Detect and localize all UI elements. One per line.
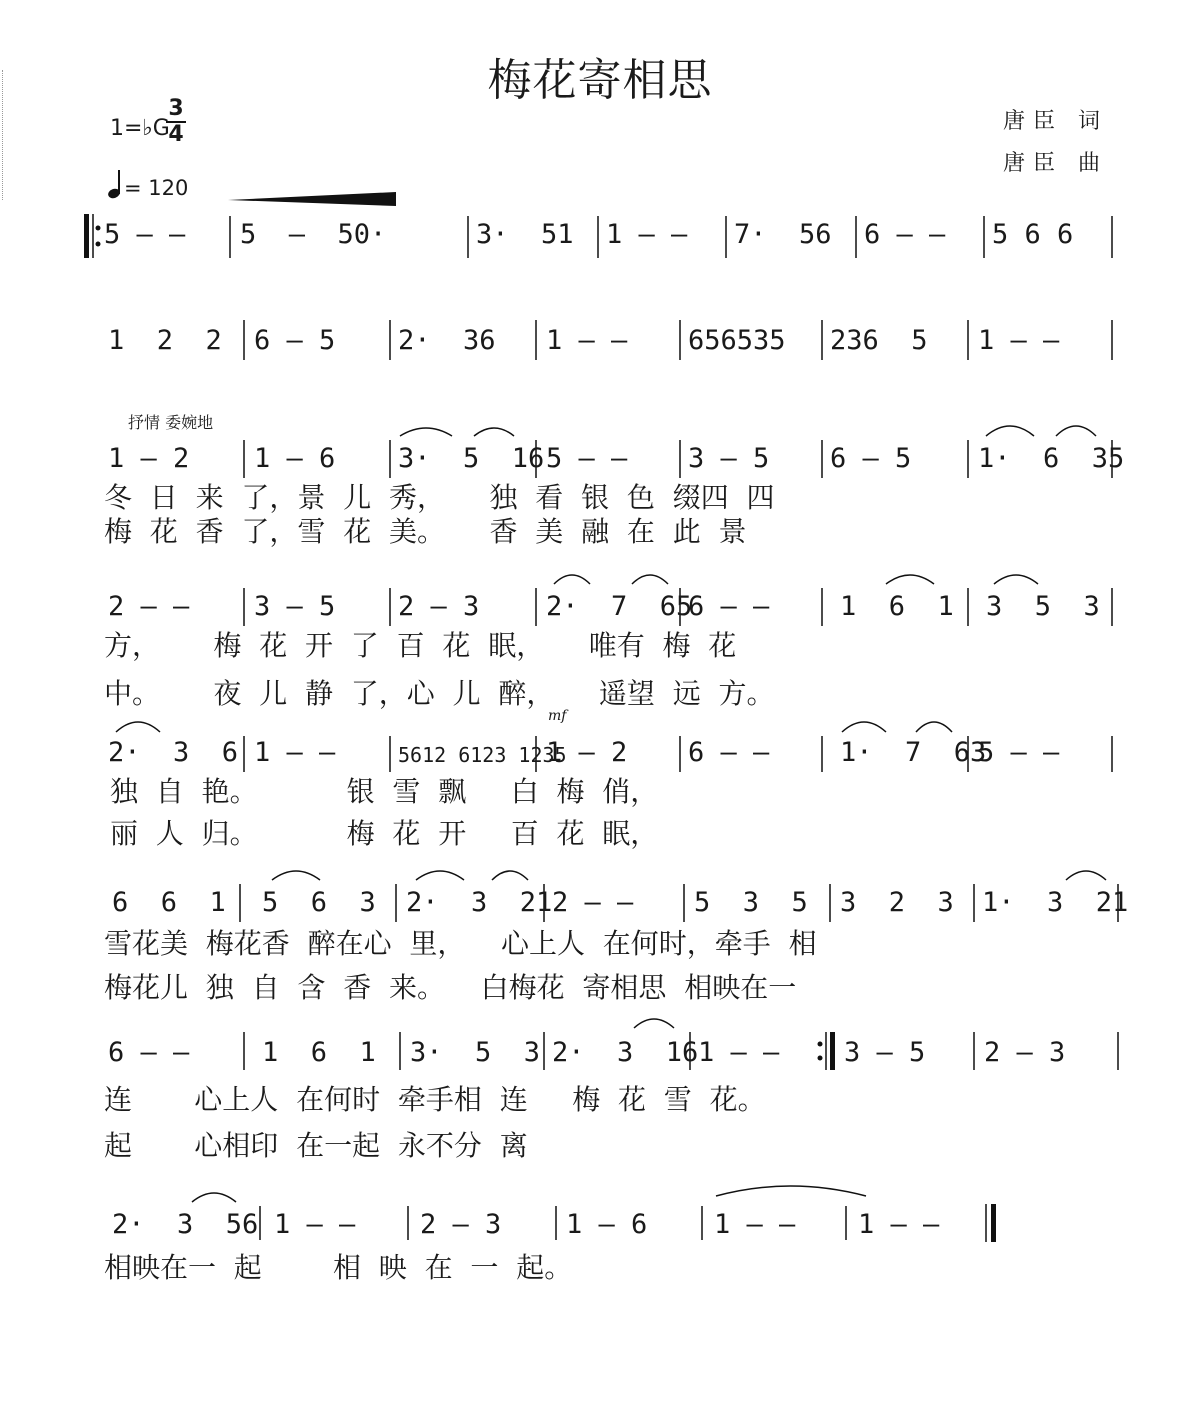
- measure-36: 6 6 1: [112, 887, 226, 918]
- measure-49: 2 — 3: [984, 1037, 1066, 1068]
- time-numerator: 3: [168, 96, 184, 121]
- measure-42: 1· 3 21: [982, 887, 1129, 918]
- row-8-barlines: [0, 0, 1, 1]
- measure-4: 1 — —: [606, 219, 688, 250]
- measure-53: 1 — 6: [566, 1209, 648, 1240]
- lyricist-credit: 唐臣 词: [1003, 109, 1108, 134]
- measure-14: 1 — —: [978, 325, 1060, 356]
- measure-34: 1· 7 63: [840, 737, 987, 768]
- measure-55: 1 — —: [858, 1209, 940, 1240]
- measure-13: 236 5: [830, 325, 928, 356]
- measure-39: 2 — —: [552, 887, 634, 918]
- lyrics-verse-1: 连 心上人 在何时 牵手相 连 梅 花 雪 花。: [104, 1083, 766, 1116]
- measure-26: 6 — —: [688, 591, 770, 622]
- measure-2: 5 — 50·: [240, 219, 387, 250]
- quarter-note-icon: [108, 170, 122, 200]
- measure-44: 1 6 1: [262, 1037, 376, 1068]
- measure-23: 3 — 5: [254, 591, 336, 622]
- lyrics-verse-1: 独 自 艳。 银 雪 飘 白 梅 俏，: [110, 775, 659, 808]
- measure-48: 3 — 5: [844, 1037, 926, 1068]
- song-title: 梅花寄相思: [487, 55, 713, 106]
- lyrics-verse-2: 梅花儿 独 自 含 香 来。 白梅花 寄相思 相映在一: [104, 971, 797, 1004]
- measure-24: 2 — 3: [398, 591, 480, 622]
- measure-35: 5 — —: [978, 737, 1060, 768]
- measure-5: 7· 56: [734, 219, 832, 250]
- decrescendo-wedge-icon: [228, 188, 398, 208]
- measure-6: 6 — —: [864, 219, 946, 250]
- measure-19: 3 — 5: [688, 443, 770, 474]
- measure-31: 5612 6123 1235: [398, 743, 567, 767]
- measure-17: 3· 5 16: [398, 443, 545, 474]
- measure-25: 2· 7 65: [546, 591, 693, 622]
- measure-50: 2· 3 56: [112, 1209, 259, 1240]
- measure-10: 2· 36: [398, 325, 496, 356]
- composer-credit: 唐臣 曲: [1003, 151, 1108, 176]
- measure-40: 5 3 5: [694, 887, 808, 918]
- lyrics-verse-2: 起 心相印 在一起 永不分 离: [104, 1129, 528, 1162]
- lyrics-verse-1: 相映在一 起 相 映 在 一 起。: [104, 1251, 573, 1284]
- measure-8: 1 2 2: [108, 325, 222, 356]
- lyrics-verse-1: 冬 日 来 了，景 儿 秀， 独 看 银 色 缀四 四: [104, 481, 775, 514]
- time-denominator: 4: [168, 122, 184, 147]
- measure-46: 2· 3 16: [552, 1037, 699, 1068]
- measure-16: 1 — 6: [254, 443, 336, 474]
- measure-3: 3· 51: [476, 219, 574, 250]
- measure-27: 1 6 1: [840, 591, 954, 622]
- measure-22: 2 — —: [108, 591, 190, 622]
- measure-41: 3 2 3: [840, 887, 954, 918]
- measure-15: 1 — 2: [108, 443, 190, 474]
- measure-43: 6 — —: [108, 1037, 190, 1068]
- measure-18: 5 — —: [546, 443, 628, 474]
- page-edge-mark: [2, 70, 7, 200]
- measure-51: 1 — —: [274, 1209, 356, 1240]
- measure-29: 2· 3 6: [108, 737, 239, 768]
- measure-21: 1· 6 35: [978, 443, 1125, 474]
- lyrics-verse-1: 方， 梅 花 开 了 百 花 眠， 唯有 梅 花: [104, 629, 737, 662]
- measure-12: 656535: [688, 325, 786, 356]
- tempo-marking: [108, 170, 188, 200]
- measure-54: 1 — —: [714, 1209, 796, 1240]
- lyrics-verse-2: 中。 夜 儿 静 了，心 儿 醉， 遥望 远 方。: [104, 677, 775, 710]
- measure-9: 6 — 5: [254, 325, 336, 356]
- measure-30: 1 — —: [254, 737, 336, 768]
- measure-45: 3· 5 3: [410, 1037, 541, 1068]
- measure-20: 6 — 5: [830, 443, 912, 474]
- key-signature: 1=♭G: [110, 116, 170, 141]
- measure-1: 5 — —: [104, 219, 186, 250]
- lyrics-verse-2: 丽 人 归。 梅 花 开 百 花 眠，: [110, 817, 659, 850]
- tempo-value: = 120: [124, 176, 189, 200]
- measure-37: 5 6 3: [262, 887, 376, 918]
- measure-38: 2· 3 21: [406, 887, 553, 918]
- measure-47: 1 — —: [698, 1037, 780, 1068]
- measure-7: 5 6 6: [992, 219, 1074, 250]
- expression-marking: 抒情 委婉地: [128, 413, 214, 432]
- lyrics-verse-2: 梅 花 香 了，雪 花 美。 香 美 融 在 此 景: [104, 515, 747, 548]
- measure-32: 1 — 2: [546, 737, 628, 768]
- measure-28: 3 5 3: [986, 591, 1100, 622]
- measure-33: 6 — —: [688, 737, 770, 768]
- time-signature: [166, 98, 186, 146]
- lyrics-verse-1: 雪花美 梅花香 醉在心 里， 心上人 在何时，牵手 相: [104, 927, 817, 960]
- dynamic-marking: mf: [548, 708, 567, 724]
- measure-52: 2 — 3: [420, 1209, 502, 1240]
- measure-11: 1 — —: [546, 325, 628, 356]
